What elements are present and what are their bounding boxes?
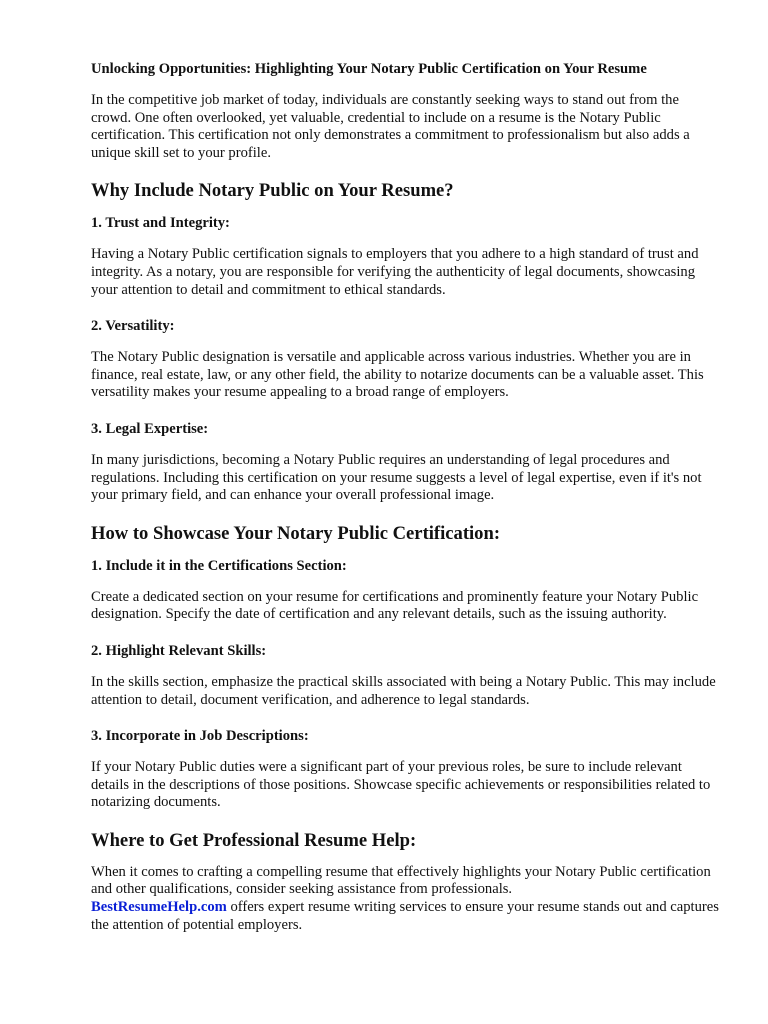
document-page xyxy=(91,60,721,934)
section-heading-why-include: Why Include Notary Public on Your Resume? xyxy=(91,180,454,202)
section-heading-resume-help: Where to Get Professional Resume Help: xyxy=(91,829,417,851)
paragraph-job-descriptions: If your Notary Public duties were a significant part of your previous roles, be sure to include relevant details in the descriptions of those positions. Showcase specific achievements or responsibilities related to notarizing documents. xyxy=(91,759,711,811)
subheading-legal-expertise: 3. Legal Expertise: xyxy=(91,420,209,437)
subheading-trust-integrity: 1. Trust and Integrity: xyxy=(91,215,230,232)
paragraph-certifications-section: Create a dedicated section on your resume for certifications and prominently feature your Notary Public designation. Specify the date of certification and any relevant details, such as the issuing authority. xyxy=(91,588,699,623)
paragraph-trust-integrity: Having a Notary Public certification signals to employers that you adhere to a high standard of trust and integrity. As a notary, you are responsible for verifying the authenticity of legal documents, showcasing your attention to detail and commitment to ethical standards. xyxy=(91,246,699,298)
resume-help-text-before: When it comes to crafting a compelling resume that effectively highlights your Notary Public certification and other qualifications, consider seeking assistance from professionals. xyxy=(91,863,711,898)
subheading-job-descriptions: 3. Incorporate in Job Descriptions: xyxy=(91,728,309,745)
subheading-relevant-skills: 2. Highlight Relevant Skills: xyxy=(91,642,267,659)
section-heading-how-to-showcase: How to Showcase Your Notary Public Certification: xyxy=(91,522,501,544)
paragraph-relevant-skills: In the skills section, emphasize the practical skills associated with being a Notary Public. This may include attention to detail, document verification, and adherence to legal standards. xyxy=(91,673,716,708)
document-title: Unlocking Opportunities: Highlighting Your Notary Public Certification on Your Resume xyxy=(91,61,647,77)
resume-help-text-after: offers expert resume writing services to ensure your resume stands out and captures the attention of potential employers. xyxy=(91,899,719,933)
intro-paragraph: In the competitive job market of today, individuals are constantly seeking ways to stand out from the crowd. One often overlooked, yet valuable, credential to include on a resume is the Notary Public certification. This certification not only demonstrates a commitment to professionalism but also adds a unique skill set to your profile. xyxy=(91,92,690,161)
paragraph-legal-expertise: In many jurisdictions, becoming a Notary Public requires an understanding of legal procedures and regulations. Including this certification on your resume suggests a level of legal expertise, even if it's not your primary field, and can enhance your overall professional image. xyxy=(91,451,702,504)
subheading-certifications-section: 1. Include it in the Certifications Section: xyxy=(91,557,347,574)
paragraph-resume-help xyxy=(91,864,721,934)
subheading-versatility: 2. Versatility: xyxy=(91,318,175,335)
paragraph-versatility: The Notary Public designation is versatile and applicable across various industries. Whether you are in finance, real estate, law, or any other field, the ability to notarize documents can be a valuable asset. This versatility makes your resume appealing to a broad range of employers. xyxy=(91,349,704,401)
bestresumehelp-link[interactable]: BestResumeHelp.com xyxy=(91,899,227,916)
